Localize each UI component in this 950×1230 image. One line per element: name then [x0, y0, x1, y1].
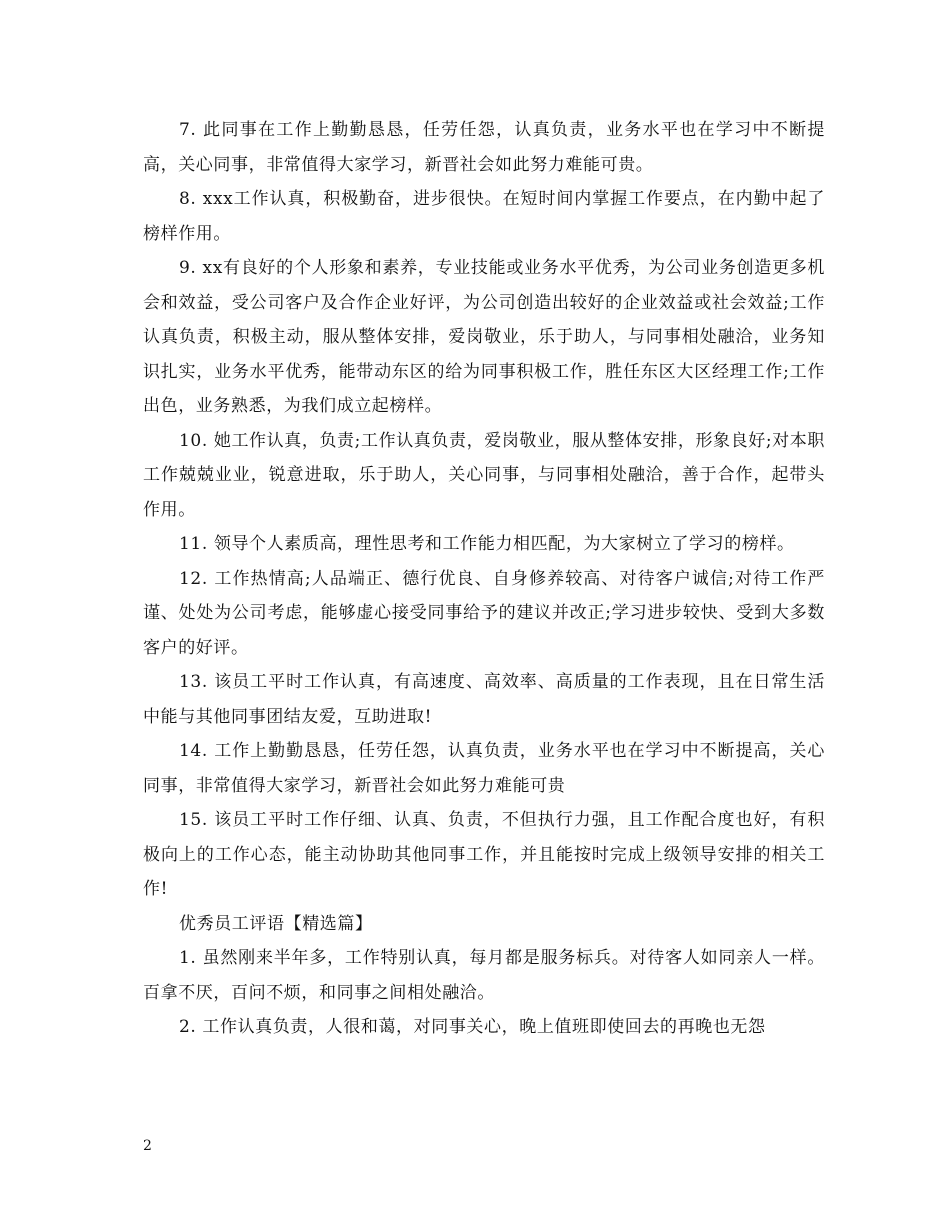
- section-paragraph-item-2: 2. 工作认真负责，人很和蔼，对同事关心，晚上值班即使回去的再晚也无怨: [179, 1017, 766, 1037]
- section-paragraph-item-1: 1. 虽然刚来半年多，工作特别认真，每月都是服务标兵。对待客人如同亲人一样。百拿不厌，百问不烦，和同事之间相处融洽。: [143, 948, 825, 1003]
- page-number: 2: [143, 1138, 152, 1154]
- section-heading: 优秀员工评语【精选篇】: [179, 913, 373, 934]
- paragraph-item-12: 12. 工作热情高;人品端正、德行优良、自身修养较高、对待客户诚信;对待工作严谨、处处为公司考虑，能够虚心接受同事给予的建议并改正;学习进步较快、受到大多数客户的好评。: [143, 568, 825, 658]
- paragraph-item-7: 7. 此同事在工作上勤勤恳恳，任劳任怨，认真负责，业务水平也在学习中不断提高，关心同事，非常值得大家学习，新晋社会如此努力难能可贵。: [143, 120, 825, 175]
- paragraph-item-11: 11. 领导个人素质高，理性思考和工作能力相匹配，为大家树立了学习的榜样。: [179, 534, 795, 554]
- paragraph-item-8: 8. xxx工作认真，积极勤奋，进步很快。在短时间内掌握工作要点，在内勤中起了榜样作用。: [143, 189, 825, 244]
- paragraph-item-15: 15. 该员工平时工作仔细、认真、负责，不但执行力强，且工作配合度也好，有积极向上的工作心态，能主动协助其他同事工作，并且能按时完成上级领导安排的相关工作!: [143, 810, 825, 899]
- paragraph-item-9: 9. xx有良好的个人形象和素养，专业技能或业务水平优秀，为公司业务创造更多机会和效益，受公司客户及合作企业好评，为公司创造出较好的企业效益或社会效益;工作认真负责，积极主动，服从整体安排，爱岗敬业，乐于助人，与同事相处融洽，业务知识扎实，业务水平优秀，能带动东区的给为同事积极工作，胜任东区大区经理工作;工作出色，业务熟悉，为我们成立起榜样。: [143, 258, 825, 416]
- paragraph-item-13: 13. 该员工平时工作认真，有高速度、高效率、高质量的工作表现，且在日常生活中能与其他同事团结友爱，互助进取!: [143, 672, 825, 727]
- paragraph-item-10: 10. 她工作认真，负责;工作认真负责，爱岗敬业，服从整体安排，形象良好;对本职工作兢兢业业，锐意进取，乐于助人，关心同事，与同事相处融洽，善于合作，起带头作用。: [143, 430, 825, 520]
- document-body: [143, 113, 825, 1045]
- paragraph-item-14: 14. 工作上勤勤恳恳，任劳任怨，认真负责，业务水平也在学习中不断提高，关心同事，非常值得大家学习，新晋社会如此努力难能可贵: [143, 741, 825, 796]
